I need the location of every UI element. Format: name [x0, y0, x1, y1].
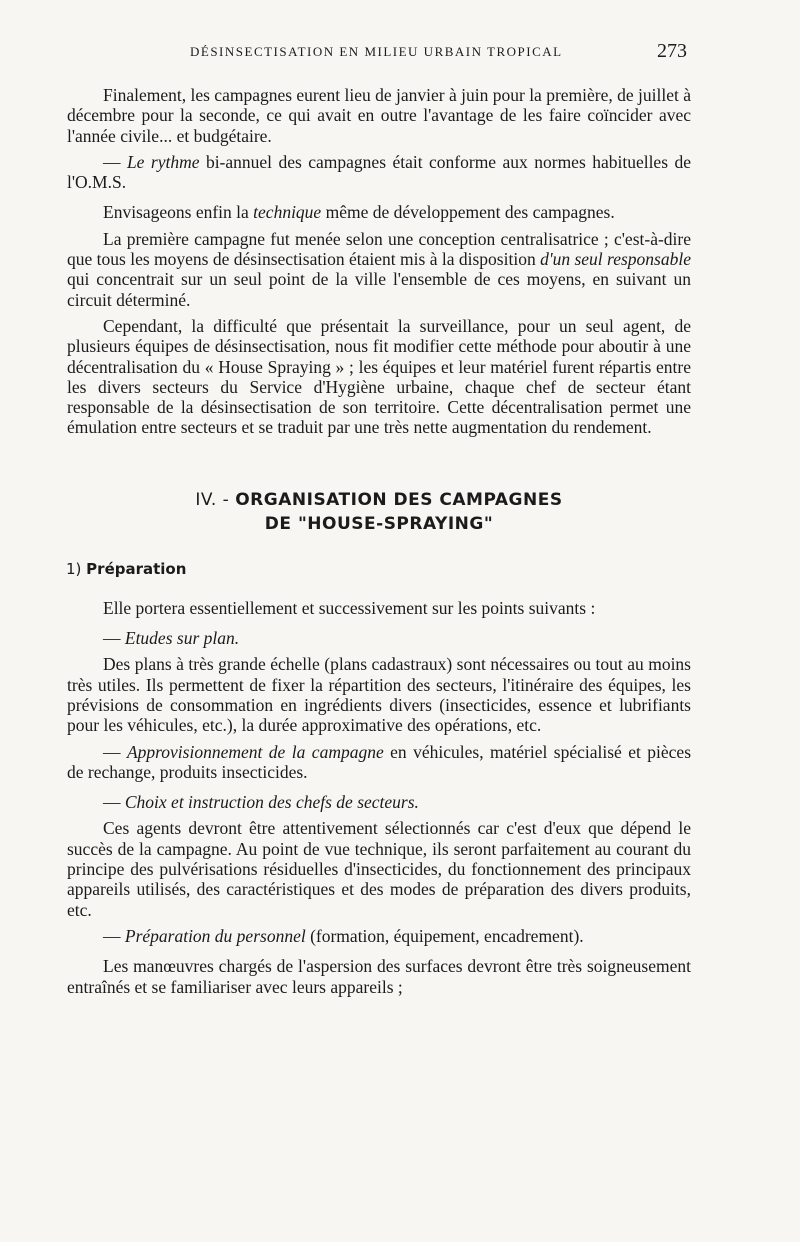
section-title: [67, 488, 691, 536]
subsection-title: Préparation: [86, 559, 187, 578]
paragraph-first-campaign: [67, 229, 691, 310]
dash: —: [103, 741, 127, 762]
item-sector-chiefs-title: Choix et instruction des chefs de secteurs.: [124, 792, 419, 813]
paragraph-first-campaign-text: qui concentrait sur un seul point de la ville l'ensemble de ces moyens, en suivant un circuit déterminé.: [67, 269, 691, 310]
paragraph-technique-lead: Envisageons enfin la: [103, 202, 254, 223]
item-sector-chiefs-heading: [67, 792, 691, 812]
paragraph-rhythm: [67, 152, 691, 193]
section-title-line-2: DE "HOUSE-SPRAYING": [264, 513, 494, 534]
emphasis-rhythm: Le rythme: [126, 151, 200, 172]
item-plan-studies-text: Des plans à très grande échelle (plans cadastraux) sont nécessaires ou tout au moins très utiles. Ils permettent de fixer la répartition des secteurs, l'itinéraire des équipes, les prévisions de consommation en ingrédients divers (insecticides, essence et lubrifiants pour les véhicules, etc.), la durée approximative des opérations, etc.: [67, 654, 691, 736]
item-plan-studies-title: Etudes sur plan.: [124, 628, 240, 649]
paragraph-decentralisation: Cependant, la difficulté que présentait la surveillance, pour un seul agent, de plusieurs équipes de désinsectisation, nous fit modifier cette méthode pour aboutir à une décentralisation du « House Spraying » ; les équipes et leur matériel furent répartis entre les divers secteurs du Service d'Hygiène urbaine, chaque chef de secteur étant responsable de la désinsectisation de son territoire. Cette décentralisation permet une émulation entre secteurs et se traduit par une très nette augmentation du rendement.: [67, 315, 691, 438]
dash: —: [103, 151, 127, 172]
item-staff-prep-title: Préparation du personnel: [124, 925, 306, 946]
item-supply: [67, 742, 691, 783]
item-plan-studies-heading: [67, 628, 691, 648]
emphasis-technique: technique: [253, 202, 322, 223]
item-staff-prep: [67, 926, 691, 946]
emphasis-responsible: d'un seul responsable: [540, 249, 691, 270]
page-number: 273: [657, 40, 687, 62]
section-title-line-1: ORGANISATION DES CAMPAGNES: [235, 489, 563, 510]
section-number: IV. -: [195, 489, 236, 510]
paragraph-rhythm-text: bi-annuel des campagnes était conforme aux normes habituelles de l'O.M.S.: [67, 151, 691, 193]
item-sector-chiefs-text: Ces agents devront être attentivement sélectionnés car c'est d'eux que dépend le succès de la campagne. Au point de vue technique, ils seront parfaitement au courant du principe des pulvérisations résiduelles d'insecticides, du fonctionnement des principaux appareils utilisés, des caractéristiques et des modes de préparation des divers produits, etc.: [67, 818, 691, 920]
dash: —: [103, 925, 125, 946]
item-supply-text: en véhicules, matériel spécialisé et pièces de rechange, produits insecticides.: [67, 741, 692, 782]
paragraph-first-campaign-lead: La première campagne fut menée selon une conception centralisatrice ; c'est-à-dire que tous les moyens de désinsectisation étaient mis à la disposition: [67, 228, 691, 270]
body-text: [67, 85, 691, 997]
dash: —: [103, 628, 125, 649]
subsection-number: 1): [66, 559, 87, 578]
dash: —: [103, 792, 125, 813]
paragraph-prep-intro: Elle portera essentiellement et successivement sur les points suivants :: [103, 597, 596, 618]
running-title: DÉSINSECTISATION EN MILIEU URBAIN TROPICAL: [190, 44, 563, 59]
item-staff-prep-text: (formation, équipement, encadrement).: [305, 925, 584, 946]
paragraph-technique: [67, 202, 691, 222]
subsection-heading: [66, 560, 691, 578]
paragraph-campaign-schedule: Finalement, les campagnes eurent lieu de janvier à juin pour la première, de juillet à décembre pour la seconde, ce qui avait en outre l'avantage de les faire coïncider avec l'année civile... et budgétaire.: [67, 85, 691, 146]
item-supply-title: Approvisionnement de la campagne: [126, 741, 384, 762]
paragraph-workers-training: Les manœuvres chargés de l'aspersion des surfaces devront être très soigneusement entraînés et se familiariser avec leurs appareils ;: [67, 956, 691, 997]
paragraph-technique-text: même de développement des campagnes.: [321, 202, 615, 223]
